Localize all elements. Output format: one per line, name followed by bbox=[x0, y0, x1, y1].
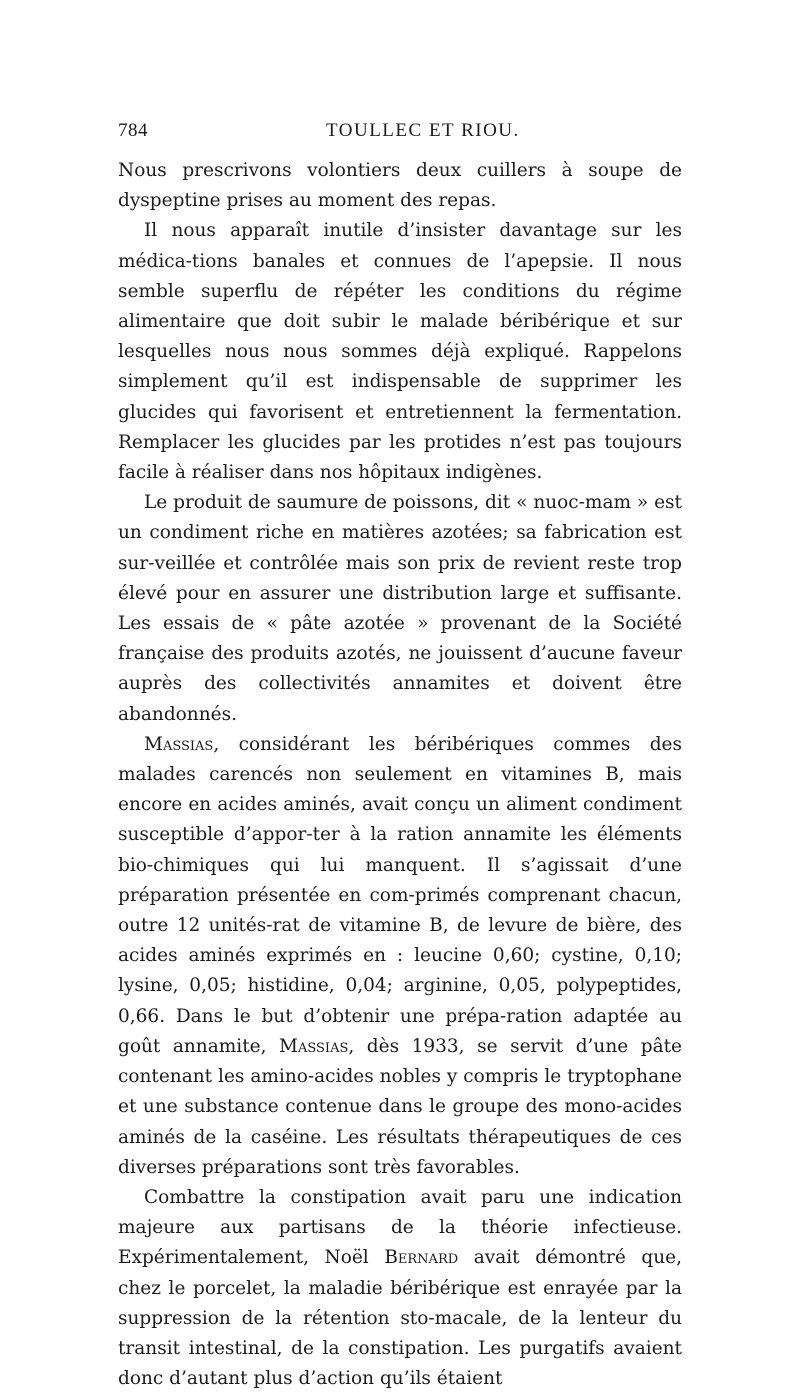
page-number: 784 bbox=[118, 120, 148, 141]
paragraph-5-text-b: avait démontré que, chez le porcelet, la maladie béribérique est enrayée par la suppression de la rétention sto-macale, de la lenteur du transit intestinal, de la constipation. Les purgatifs avaient donc d’autant plus d’action qu’ils étaient bbox=[118, 1247, 682, 1390]
paragraph-1: Nous prescrivons volontiers deux cuillers à soupe de dyspeptine prises au moment des repas. bbox=[118, 160, 682, 212]
paragraph-4-text-a: , considérant les béribériques commes des malades carencés non seulement en vitamines B, mais encore en acides aminés, avait conçu un aliment condiment susceptible d’appor-ter à la ration annamite les éléments bio-chimiques qui lui manquent. Il s’agissait d’une préparation présentée en com-primés comprenant chacun, outre 12 unités-rat de vitamine B, de levure de bière, des acides aminés exprimés en : leucine 0,60; cystine, 0,10; lysine, 0,05; histidine, 0,04; arginine, 0,05, polypeptides, 0,66. Dans le but d’obtenir une prépa-ration adaptée au goût annamite, bbox=[118, 733, 682, 1057]
author-name-massias: Massias bbox=[144, 733, 214, 755]
author-name-massias-2: Massias bbox=[279, 1035, 349, 1057]
paragraph-5 bbox=[118, 1183, 682, 1394]
paragraph-3: Le produit de saumure de poissons, dit « nuoc-mam » est un condiment riche en matières azotées; sa fabrication est sur-veillée et contrôlée mais son prix de revient reste trop élevé pour en assurer une distribution large et suffisante. Les essais de « pâte azotée » provenant de la Société française des produits azotés, ne jouissent d’aucune faveur auprès des collectivités annamites et doivent être abandonnés. bbox=[118, 492, 682, 725]
running-head: TOULLEC ET RIOU. bbox=[326, 120, 520, 141]
page-header bbox=[118, 116, 682, 156]
paragraph-5-text-a: Combattre la constipation avait paru une indication majeure aux partisans de la théorie infectieuse. Expérimentalement, Noël bbox=[118, 1186, 682, 1269]
body-text bbox=[118, 156, 682, 1394]
book-page bbox=[118, 116, 682, 1394]
author-name-bernard: Bernard bbox=[384, 1247, 459, 1269]
paragraph-4-text-b: , dès 1933, se servit d’une pâte contenant les amino-acides nobles y compris le tryptophane et une substance contenue dans le groupe des mono-acides aminés de la caséine. Les résultats thérapeutiques de ces diverses préparations sont très favorables. bbox=[118, 1035, 682, 1178]
paragraph-4 bbox=[118, 730, 682, 1183]
paragraph-2: Il nous apparaît inutile d’insister davantage sur les médica-tions banales et connues de l’apepsie. Il nous semble superflu de répéter les conditions du régime alimentaire que doit subir le malade béribérique et sur lesquelles nous nous sommes déjà expliqué. Rappelons simplement qu’il est indispensable de supprimer les glucides qui favorisent et entretiennent la fermentation. Remplacer les glucides par les protides n’est pas toujours facile à réaliser dans nos hôpitaux indigènes. bbox=[118, 220, 682, 484]
